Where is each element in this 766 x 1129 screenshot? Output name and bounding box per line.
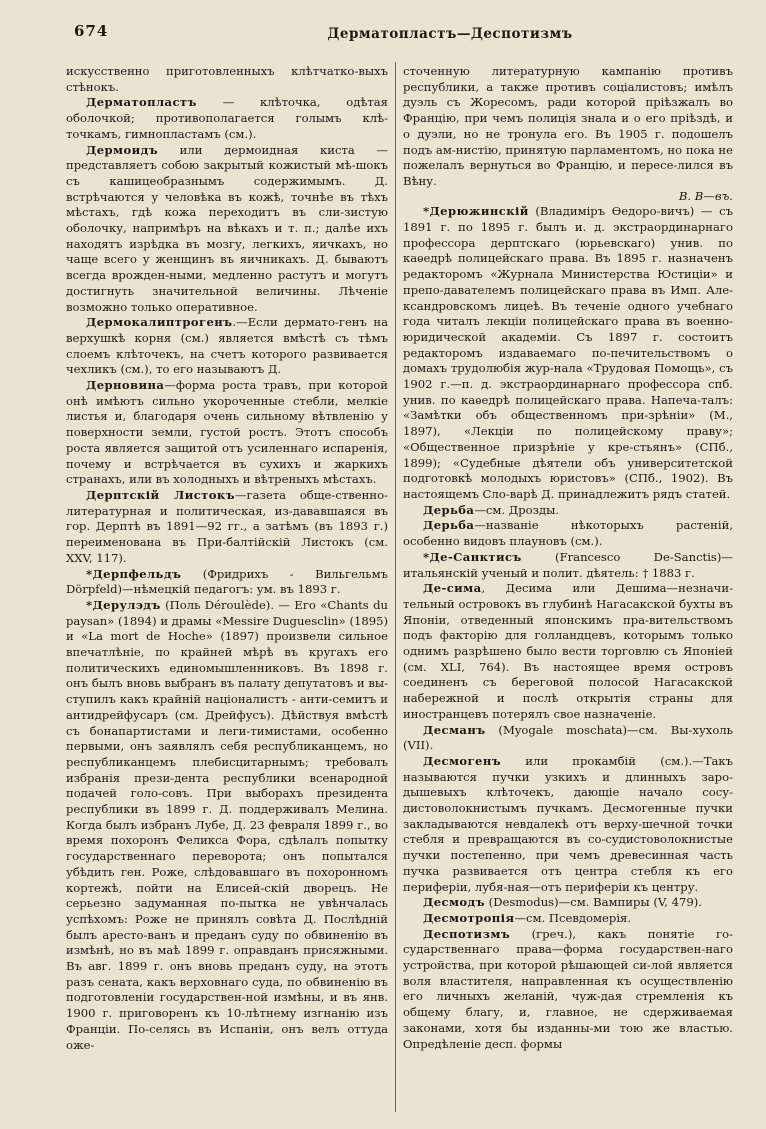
entry-text: — клѣточка, одѣтая оболочкой; противополагается голымъ клѣ-точкамъ, гимнопластамъ (см.). [66,95,388,141]
dictionary-entry [403,204,733,502]
dictionary-entry [403,550,733,581]
entry-headword: Дермоидъ [86,142,159,157]
left-column [66,64,388,1116]
dictionary-entry [403,754,733,895]
entry-headword: Де-сима [423,581,482,596]
entry-text: —см. Дрозды. [474,502,559,517]
entry-headword: *Де-Санктисъ [423,549,522,564]
dictionary-entry [66,315,388,378]
entry-text: или дермоидная киста — представляетъ собою закрытый кожистый мѣ-шокъ съ кашицеобразнымъ содержимымъ. Д. встрѣчаются у человѣка въ кожѣ, точнѣе въ тѣхъ мѣстахъ, гдѣ кожа переходитъ въ сли-зистую оболочку, напримѣръ на вѣкахъ и т. п.; далѣе ихъ находятъ изрѣдка въ мозгу, легкихъ, яичкахъ, но чаще всего у женщинъ въ яичникахъ. Д. бываютъ всегда врожден-ными, медленно растутъ и могутъ достигнуть значительной величины. Лѣченіе возможно только оперативное. [66,142,388,314]
entry-text: —названіе нѣкоторыхъ растеній, особенно видовъ плауновъ (см.). [403,518,733,549]
entry-headword: *Дерпфельдъ [86,566,182,581]
entry-text: (Desmodus)—см. Вампиры (V, 479). [484,895,702,910]
entry-headword: Дерьба [423,518,475,533]
entry-text: (греч.), какъ понятіе го-сударственнаго права—форма государствен-наго устройства, при которой рѣшающей си-лой является воля властителя, направленная къ осуществленію его личныхъ желаній, чуж-дая стремленія къ общему благу, и, главное, не сдерживаемая законами, хотя бы изданны-ми тою же властью. Опредѣленіе десп. формы [403,926,733,1051]
entry-text: —газета обще-ственно-литературная и политическая, из-дававшаяся въ гор. Дерптѣ въ 1891—92 гг., а затѣмъ (въ 1893 г.) переименована въ При-балтійскій Листокъ (см. XXV, 117). [66,487,388,565]
dictionary-entry [66,143,388,316]
entry-text: (Фридрихъ - Вильгельмъ Dörpfeld)—нѣмецкій педагогъ: ум. въ 1893 г. [66,566,388,597]
entry-text: (Поль Déroulède). — Его «Chants du paysan» (1894) и драмы «Messire Duguesclin» (1895) и «La mort de Hoche» (1897) произвели сильное впечатлѣніе, по крайней мѣрѣ въ кругахъ его политическихъ единомышленниковъ. Въ 1898 г. онъ былъ вновь выбранъ въ палату депутатовъ и вы-ступилъ какъ крайній націоналистъ - анти-семитъ и антидрейфусаръ (см. Дрейфусъ). Дѣйствуя вмѣстѣ съ бонапартистами и леги-тимистами, особенно первыми, онъ заявлялъ себя республиканцемъ, но республиканцемъ плебисцитарнымъ; требовалъ избранія прези-дента республики всенародной подачей голо-совъ. При выборахъ президента республики въ 1899 г. Д. поддерживалъ Мелина. Когда былъ избранъ Лубе, Д. 23 февраля 1899 г., во время похоронъ Феликса Фора, сдѣлалъ попытку государственнаго переворота; онъ попытался убѣдить ген. Роже, слѣдовавшаго въ похоронномъ кортежѣ, пойти на Елисей-скій дворецъ. Не серьезно задуманная по-пытка не увѣнчалась успѣхомъ: Роже не принялъ совѣта Д. Послѣдній былъ аресто-ванъ и преданъ суду по обвиненію въ измѣнѣ, но въ маѣ 1899 г. оправданъ присяжными. Въ авг. 1899 г. онъ вновь преданъ суду, на этотъ разъ сената, какъ верховнаго суда, по обвиненію въ подготовленіи государствен-ной измѣны, и въ янв. 1900 г. приговоренъ къ 10-лѣтнему изгнанію изъ Франціи. По-селясь въ Испаніи, онъ велъ оттуда оже- [66,597,388,1052]
entry-headword: Десмодъ [423,895,485,910]
entry-text: искусственно приготовленныхъ клѣтчатко-выхъ стѣнокъ. [66,64,388,94]
entry-text: .—Если дермато-генъ на верхушкѣ корня (см.) является вмѣстѣ съ тѣмъ слоемъ клѣточекъ, на счетъ которого развивается чехликъ (см.), то его называютъ Д. [66,315,388,377]
dictionary-entry [403,503,733,519]
entry-headword: Десманъ [423,722,486,737]
dictionary-entry [403,64,733,204]
dictionary-entry [66,598,388,1053]
entry-text: , Десима или Дешима—незначи-тельный островокъ въ глубинѣ Нагасакской бухты въ Японіи, отведенный японскимъ пра-вительствомъ подъ факторію для голландцевъ, которымъ только однимъ разрѣшено было вести торговлю съ Японіей (см. XLI, 764). Въ настоящее время островъ соединенъ съ береговой полосой Нагасакской набережной и послѣ открытія страны для иностранцевъ потерялъ свое назначеніе. [403,581,733,721]
entry-headword: Дерматопластъ [86,95,197,110]
dictionary-entry [403,911,733,927]
dictionary-entry [66,64,388,95]
dictionary-entry [66,488,388,567]
entry-headword: Дермокалиптрогенъ [86,315,233,330]
running-head: Дерматопластъ—Деспотизмъ [327,26,573,42]
right-column [403,64,733,1116]
author-signature: В. В—въ. [678,188,733,203]
dictionary-entry [403,581,733,722]
entry-text: или прокамбій (см.).—Такъ называются пучки узкихъ и длинныхъ заро-дышевыхъ клѣточекъ, дающіе начало сосу-дистоволокнистымъ пучкамъ. Десмогенные пучки закладываются невдалекѣ отъ верху-шечной точки стебля и превращаются въ со-судистоволокнистые пучки постепенно, при чемъ древесинная часть пучка развивается отъ центра стебля къ его периферіи, лубя-ная—отъ периферіи къ центру. [403,753,733,894]
entry-headword: Десмогенъ [423,753,502,768]
dictionary-entry [403,518,733,549]
entry-headword: Десмотропія [423,910,515,925]
entry-headword: Дерптскій Листокъ [86,487,235,502]
entry-headword: Дерьба [423,502,475,517]
column-divider [395,62,396,1112]
entry-text: (Myogale moschata)—см. Вы-хухоль (VII). [403,722,733,753]
entry-headword: Деспотизмъ [423,926,511,941]
dictionary-entry [403,723,733,754]
dictionary-entry [403,927,733,1053]
entry-text: (Francesco De-Sanctis)— итальянскій ученый и полит. дѣятель: † 1883 г. [403,549,733,580]
entry-text: (Владиміръ Ѳедоро-вичъ) — съ 1891 г. по 1895 г. былъ и. д. экстраординарнаго профессора дерптскаго (юрьевскаго) унив. по каѳедрѣ полицейскаго права. Въ 1895 г. назначенъ редакторомъ «Журнала Министерства Юстиціи» и препо-давателемъ полицейскаго права въ Имп. Але-ксандровскомъ лицеѣ. Въ теченіе одного учебнаго года читалъ лекціи полицейскаго права въ военно-юридической академіи. Съ 1897 г. состоитъ редакторомъ издаваемаго по-печительствомъ о домахъ трудолюбія жур-нала «Трудовая Помощь», съ 1902 г.—п. д. экстраординарнаго профессора спб. унив. по каѳедрѣ полицейскаго права. Напеча-талъ: «Замѣтки объ общественномъ при-зрѣніи» (М., 1897), «Лекціи по полицейскому праву»; «Общественное призрѣніе у кре-стьянъ» (СПб., 1899); «Судебные дѣятели объ университетской подготовкѣ молодыхъ юристовъ» (СПб., 1902). Въ настоящемъ Сло-варѣ Д. принадлежитъ рядъ статей. [403,204,733,501]
entry-text: сточенную литературную кампанію противъ республики, а также противъ соціалистовъ; имѣлъ дуэль съ Жоресомъ, ради которой пріѣзжалъ во Францію, при чемъ полиція знала и о его пріѣздѣ, и о дуэли, но не тронула его. Въ 1905 г. подошелъ подъ ам-нистію, принятую парламентомъ, но пока не пожелалъ вернуться во Францію, и пересе-лился въ Вѣну. [403,64,733,188]
dictionary-entry [66,378,388,488]
entry-headword: *Дерюжинскій [423,204,529,219]
page-number: 674 [74,22,109,40]
entry-text: —форма роста травъ, при которой онѣ имѣютъ сильно укороченные стебли, мелкіе листья и, благодаря очень сильному вѣтвленію у поверхности земли, густой ростъ. Этотъ способъ роста является защитой отъ усиленнаго испаренія, почему и встрѣчается въ сухихъ и жаркихъ странахъ, или въ холодныхъ и вѣтреныхъ мѣстахъ. [66,378,388,487]
dictionary-entry [66,95,388,142]
dictionary-entry [66,567,388,598]
dictionary-entry [403,895,733,911]
entry-text: —см. Псевдомерія. [514,910,632,925]
entry-headword: Дерновина [86,378,165,393]
entry-headword: *Дерулэдъ [86,597,161,612]
